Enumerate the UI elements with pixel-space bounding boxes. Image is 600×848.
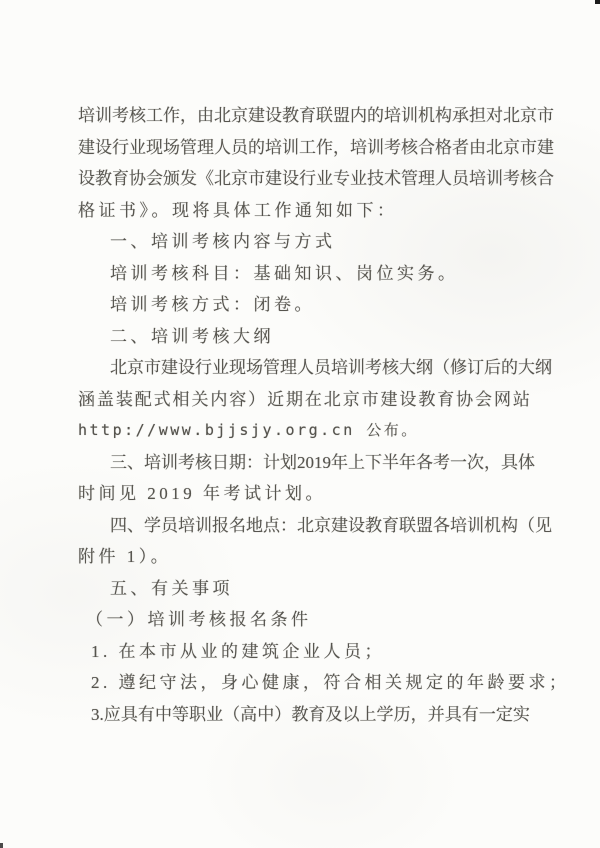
- document-body: [78, 100, 570, 730]
- text-line: 涵 盖 装 配 式 相 关 内 容 ） 近 期 在 北 京 市 建 设 教 育 协 会 网 站: [78, 389, 530, 409]
- text-line: 设 教 育 协 会 颁 发 《 北 京 市 建 设 行 业 专 业 技 术 管 理 人 员 培 训 考 核 合: [78, 169, 554, 188]
- text-line: 培训考核方式：闭卷。: [110, 295, 315, 314]
- text-line: 时间见 2019 年考试计划。: [78, 484, 326, 503]
- text-line: 四 、 学 员 培 训 报 名 地 点 ： 北 京 建 设 教 育 联 盟 各 培 训 机 构 （ 见: [110, 515, 552, 535]
- text-line: http://www.bjjsjy.org.cn 公布。: [78, 421, 419, 439]
- scan-artifact-top-right: [595, 0, 600, 4]
- text-line: 3. 应 具 有 中 等 职 业 （ 高 中 ） 教 育 及 以 上 学 历 ， 并 具 有 一 定 实: [91, 704, 530, 724]
- text-line: 格证书》。现将具体工作通知如下：: [78, 200, 398, 220]
- text-line: 附件 1）。: [78, 547, 172, 566]
- text-line: 建 设 行 业 现 场 管 理 人 员 的 培 训 工 作 ， 培 训 考 核 合 格 者 由 北 京 市 建: [78, 137, 554, 157]
- text-line: 五、有关事项: [110, 578, 233, 598]
- text-line: 2. 遵纪守法，身心健康，符合相关规定的年龄要求；: [91, 673, 570, 692]
- text-line: 三 、 培 训 考 核 日 期 ： 计 划 2019 年 上 下 半 年 各 考 一 次 ， 具 体: [110, 452, 535, 472]
- text-line: 二、培训考核大纲: [110, 326, 274, 346]
- text-line: 1. 在本市从业的建筑企业人员；: [91, 641, 385, 661]
- text-line: 培 训 考 核 工 作 ， 由 北 京 建 设 教 育 联 盟 内 的 培 训 机 构 承 担 对 北 京 市: [78, 106, 554, 125]
- text-line: 北 京 市 建 设 行 业 现 场 管 理 人 员 培 训 考 核 大 纲 （ 修 订 后 的 大 纲: [110, 358, 552, 377]
- text-line: （一）培训考核报名条件: [86, 610, 312, 629]
- scan-artifact-bottom-left: [0, 843, 3, 848]
- text-line: 一、培训考核内容与方式: [110, 232, 336, 251]
- text-line: 培训考核科目：基础知识、岗位实务。: [110, 263, 459, 283]
